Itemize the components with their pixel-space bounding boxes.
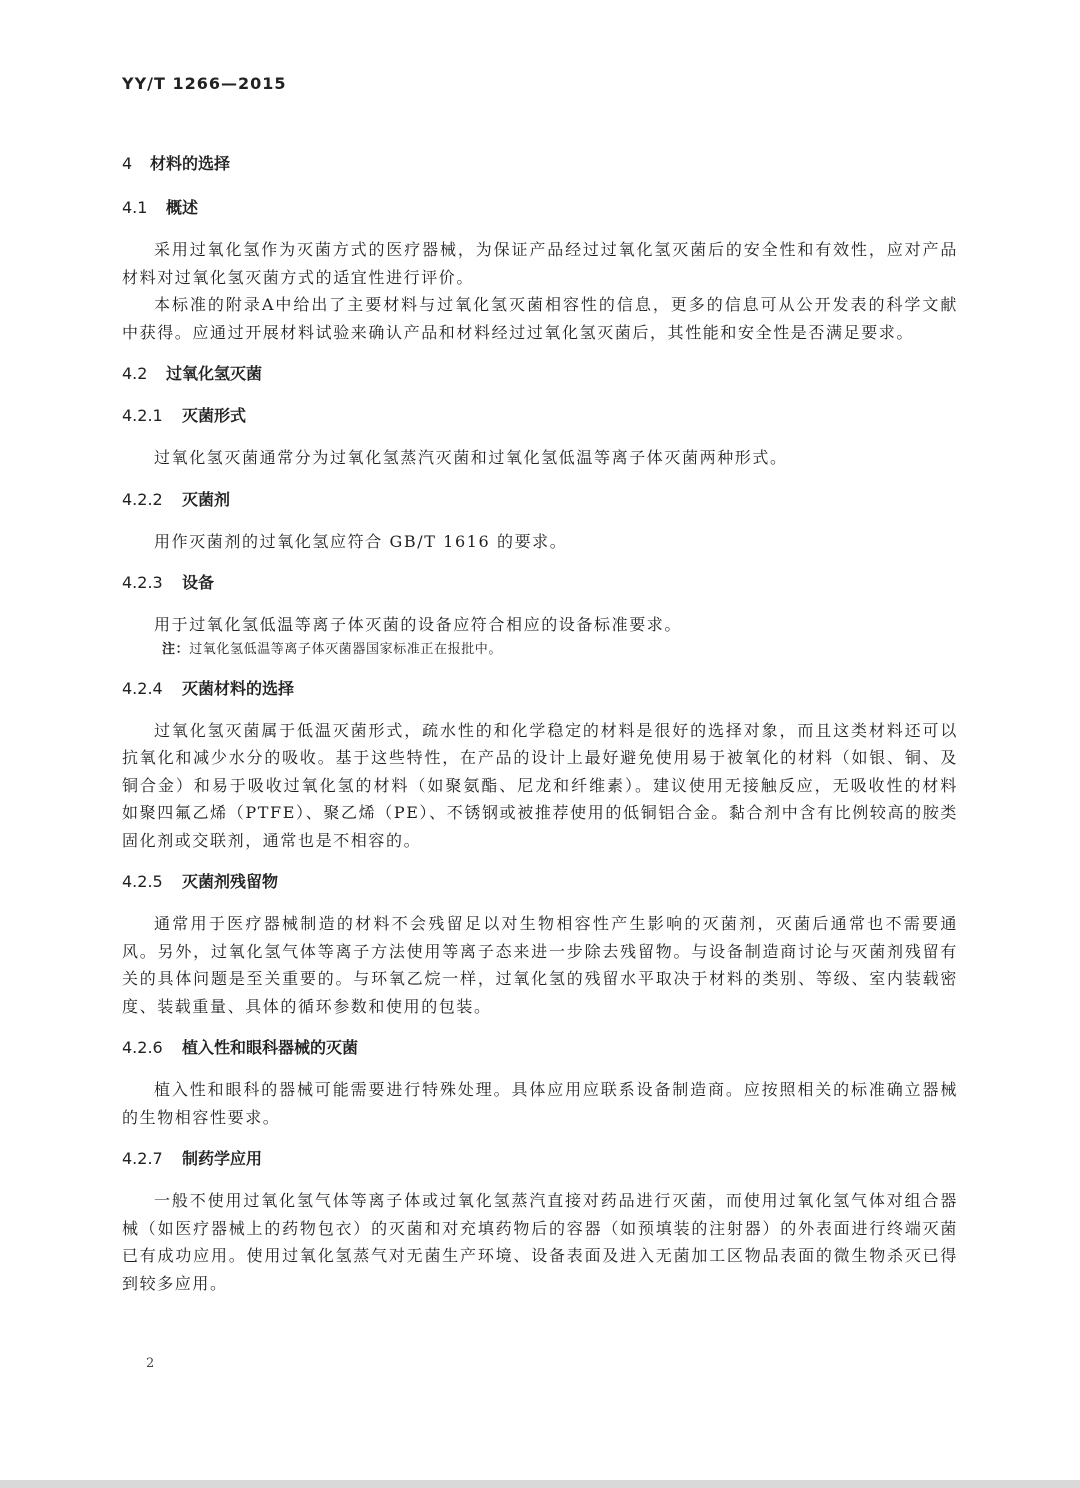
paragraph: 通常用于医疗器械制造的材料不会残留足以对生物相容性产生影响的灭菌剂，灭菌后通常也不需要通风。另外，过氧化氢气体等离子方法使用等离子态来进一步除去残留物。与设备制造商讨论与灭菌剂残留有关的具体问题是至关重要的。与环氧乙烷一样，过氧化氢的残留水平取决于材料的类别、等级、室内装载密度、装载重量、具体的循环参数和使用的包装。: [122, 914, 958, 1016]
heading-number: 4.2.7: [122, 1149, 163, 1168]
heading-4-2-3: [122, 569, 958, 597]
paragraph: 一般不使用过氧化氢气体等离子体或过氧化氢蒸汽直接对药品进行灭菌，而使用过氧化氢气体对组合器械（如医疗器械上的药物包衣）的灭菌和对充填药物后的容器（如预填装的注射器）的外表面进行终端灭菌已有成功应用。使用过氧化氢蒸气对无菌生产环境、设备表面及进入无菌加工区物品表面的微生物杀灭已得到较多应用。: [122, 1191, 958, 1293]
heading-4-1: [122, 194, 958, 222]
note-label: 注：: [162, 641, 190, 657]
heading-4: [122, 150, 958, 178]
heading-4-2-6: [122, 1034, 958, 1062]
heading-title: 材料的选择: [150, 154, 231, 173]
heading-number: 4.2.6: [122, 1038, 163, 1057]
paragraph: 采用过氧化氢作为灭菌方式的医疗器械，为保证产品经过过氧化氢灭菌后的安全性和有效性，应对产品材料对过氧化氢灭菌方式的适宜性进行评价。: [122, 240, 958, 287]
heading-4-2-1: [122, 402, 958, 430]
heading-number: 4.2.2: [122, 489, 163, 509]
heading-number: 4.1: [122, 198, 148, 217]
heading-number: 4: [122, 154, 133, 173]
page-number: 2: [146, 1356, 155, 1371]
heading-number: 4.2.4: [122, 678, 163, 698]
note: [122, 639, 958, 661]
heading-number: 4.2.5: [122, 872, 163, 891]
heading-title: 设备: [182, 573, 215, 592]
heading-4-2-5: [122, 868, 958, 896]
heading-title: 灭菌剂残留物: [182, 872, 279, 891]
heading-4-2-7: [122, 1145, 958, 1173]
page-bottom-edge: [0, 1480, 1080, 1488]
standard-code: YY/T 1266—2015: [122, 74, 287, 93]
heading-title: 灭菌剂: [182, 489, 231, 509]
paragraph: 本标准的附录A中给出了主要材料与过氧化氢灭菌相容性的信息，更多的信息可从公开发表的科学文献中获得。应通过开展材料试验来确认产品和材料经过过氧化氢灭菌后，其性能和安全性是否满足要求。: [122, 295, 958, 342]
heading-title: 灭菌形式: [182, 406, 247, 425]
heading-title: 概述: [166, 198, 199, 217]
heading-title: 制药学应用: [182, 1149, 263, 1168]
heading-4-2: [122, 360, 958, 388]
heading-4-2-4: [122, 675, 958, 703]
paragraph: 用作灭菌剂的过氧化氢应符合 GB/T 1616 的要求。: [154, 531, 568, 551]
note-text: 过氧化氢低温等离子体灭菌器国家标准正在报批中。: [189, 641, 503, 657]
heading-title: 植入性和眼科器械的灭菌: [182, 1038, 359, 1057]
heading-4-2-2: [122, 486, 958, 514]
heading-number: 4.2.3: [122, 573, 163, 592]
paragraph: 过氧化氢灭菌属于低温灭菌形式，疏水性的和化学稳定的材料是很好的选择对象，而且这类材料还可以抗氧化和减少水分的吸收。基于这些特性，在产品的设计上最好避免使用易于被氧化的材料（如银、铜、及铜合金）和易于吸收过氧化氢的材料（如聚氨酯、尼龙和纤维素）。建议使用无接触反应，无吸收性的材料如聚四氟乙烯（PTFE）、聚乙烯（PE）、不锈钢或被推荐使用的低铜铝合金。黏合剂中含有比例较高的胺类固化剂或交联剂，通常也是不相容的。: [122, 720, 958, 850]
heading-number: 4.2: [122, 364, 148, 383]
heading-title: 过氧化氢灭菌: [166, 364, 263, 383]
heading-title: 灭菌材料的选择: [182, 678, 295, 698]
heading-number: 4.2.1: [122, 406, 163, 425]
paragraph: 过氧化氢灭菌通常分为过氧化氢蒸汽灭菌和过氧化氢低温等离子体灭菌两种形式。: [154, 448, 788, 467]
paragraph: 用于过氧化氢低温等离子体灭菌的设备应符合相应的设备标准要求。: [154, 615, 683, 634]
document-body: [122, 150, 958, 1297]
paragraph: 植入性和眼科的器械可能需要进行特殊处理。具体应用应联系设备制造商。应按照相关的标准确立器械的生物相容性要求。: [122, 1080, 958, 1127]
